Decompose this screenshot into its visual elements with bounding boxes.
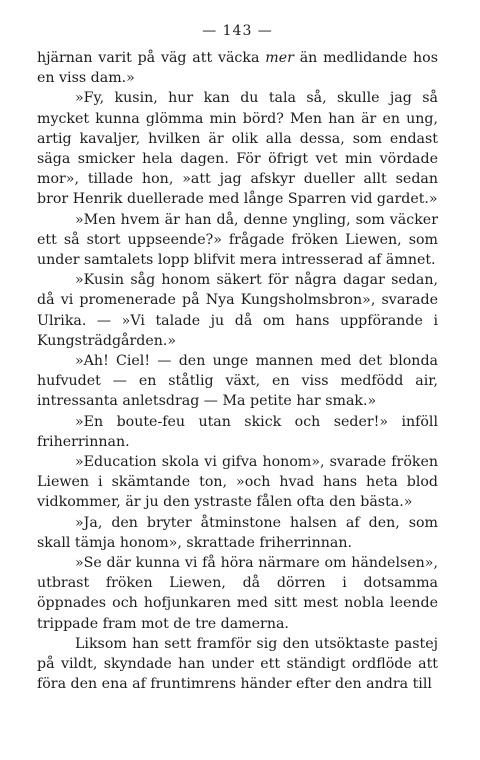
paragraph <box>37 351 438 412</box>
paragraph <box>37 452 438 513</box>
paragraph-text: »Fy, kusin, hur kan du tala så, skulle jag så mycket kunna glömma min börd? Men han är en ung, artig kavaljer, hvilken är olik alla dessa, som endast säga smicker hela dagen. För öfrigt vet min vördade mor», tillade hon, »att jag afskyr dueller allt sedan bror Henrik duellerade med långe Sparren vid gardet.» <box>37 90 438 208</box>
paragraph-text: hjärnan varit på väg att väcka <box>37 50 266 66</box>
paragraph-text: »Se där kunna vi få höra närmare om händelsen», utbrast fröken Liewen, då dörren i dotsamma öppnades och hofjunkaren med sitt mest nobla leende trippade fram mot de tre damerna. <box>37 555 438 632</box>
paragraph-text: »Ja, den bryter åtminstone halsen af den, som skall tämja honom», skrattade friherrinnan. <box>37 514 438 551</box>
paragraph-text: »En boute-feu utan skick och seder!» inföll friherrinnan. <box>37 413 438 450</box>
paragraph <box>37 270 438 351</box>
paragraph <box>37 634 438 695</box>
paragraph-text: Liksom han sett framför sig den utsöktaste pastej på vildt, skyndade han under ett ständigt ordflöde att föra den ena af fruntimrens händer efter den andra till <box>37 635 438 693</box>
paragraph <box>37 513 438 553</box>
paragraph-text: »Ah! Ciel! — den unge mannen med det blonda hufvudet — en ståtlig växt, en viss medfödd air, intressanta anletsdrag — Ma petite har smak.» <box>37 353 438 410</box>
page-number: — 143 — <box>202 23 273 39</box>
italic-text: mer <box>265 50 294 66</box>
paragraph <box>37 48 438 88</box>
paragraph <box>37 553 438 634</box>
paragraph <box>37 412 438 452</box>
paragraph-text: »Education skola vi gifva honom», svarade fröken Liewen i skämtande ton, »och hvad hans heta blod vidkommer, är ju den ystraste fålen ofta den bästa.» <box>37 454 438 511</box>
paragraph-text: »Kusin såg honom säkert för några dagar sedan, då vi promenerade på Nya Kungsholmsbron», svarade Ulrika. — »Vi talade ju då om hans uppförande i Kungsträdgården.» <box>37 272 438 349</box>
body-text <box>37 48 438 695</box>
paragraph <box>37 88 438 209</box>
paragraph-text: än medlidande hos en viss dam.» <box>37 50 439 87</box>
paragraph-text: »Men hvem är han då, denne yngling, som väcker ett så stort uppseende?» frågade fröken Liewen, som under samtalets lopp blifvit mera intresserad af ämnet. <box>37 211 438 269</box>
paragraph <box>37 210 438 271</box>
